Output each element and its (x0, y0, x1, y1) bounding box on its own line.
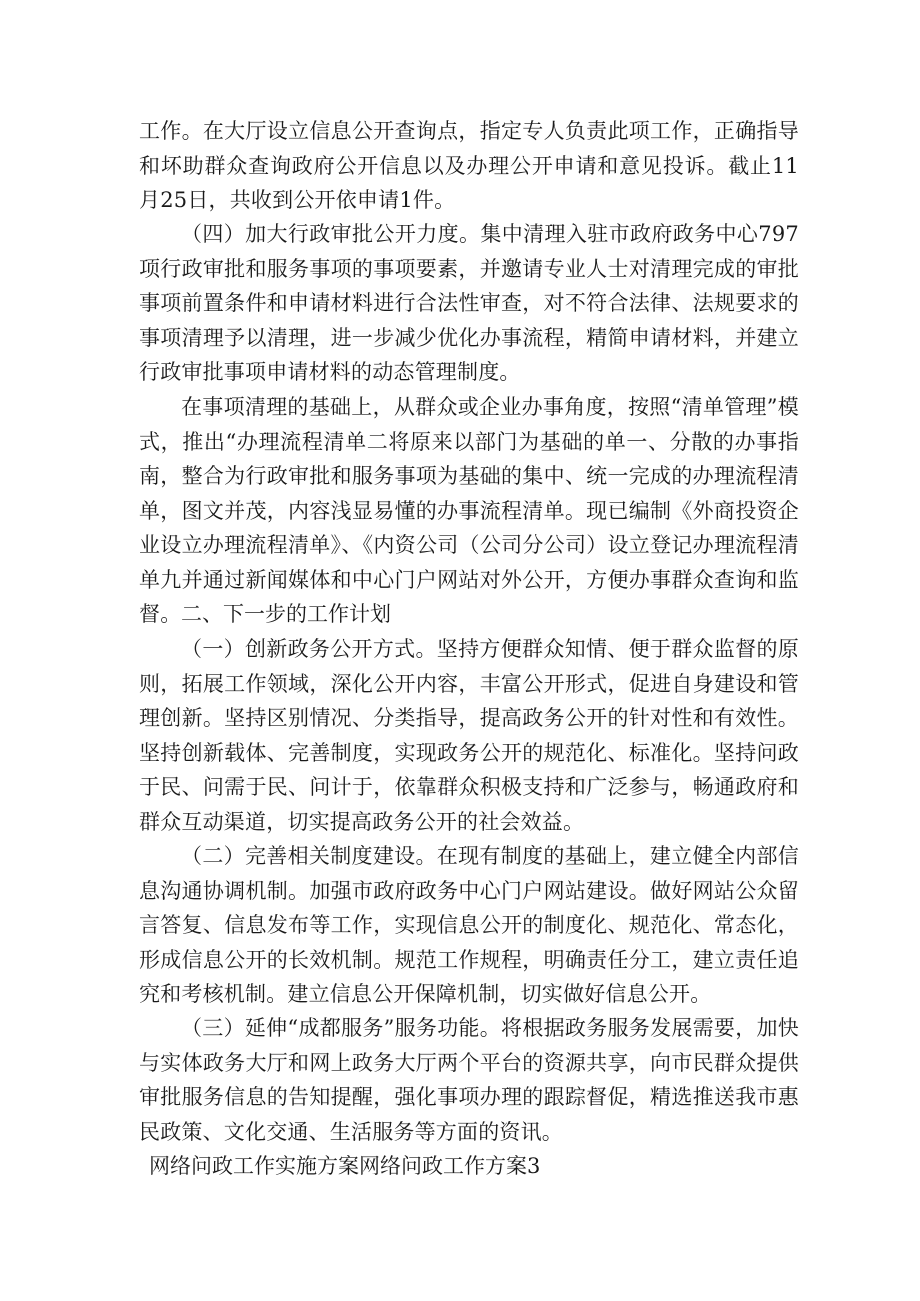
next-document-title: 网络问政工作实施方案网络问政工作方案3 (149, 1154, 541, 1178)
paragraph-plan-two: （二）完善相关制度建设。在现有制度的基础上，建立健全内部信息沟通协调机制。加强市政府政务中心门户网站建设。做好网站公众留言答复、信息发布等工作，实现信息公开的制度化、规范化、常态化，形成信息公开的长效机制。规范工作规程，明确责任分工，建立责任追究和考核机制。建立信息公开保障机制，切实做好信息公开。 (139, 844, 799, 1006)
section-heading: 二、下一步的工作计划 (181, 602, 391, 626)
paragraph-hall-info: 工作。在大厅设立信息公开查询点，指定专人负责此项工作，正确指导和坏助群众查询政府公开信息以及办理公开申请和意见投诉。截止11月25日，共收到公开依申请1件。 (139, 119, 799, 212)
paragraph-plan-three: （三）延伸“成都服务”服务功能。将根据政务服务发展需要，加快与实体政务大厅和网上政务大厅两个平台的资源共享，向市民群众提供审批服务信息的告知提醒，强化事项办理的跟踪督促，精选推送我市惠民政策、文化交通、生活服务等方面的资讯。 (139, 1016, 799, 1144)
paragraph-process-list: 在事项清理的基础上，从群众或企业办事角度，按照“清单管理”模式，推出“办理流程清单二将原来以部门为基础的单一、分散的办事指南，整合为行政审批和服务事项为基础的集中、统一完成的办理流程清单，图文并茂，内容浅显易懂的办事流程清单。现已编制《外商投资企业设立办理流程清单》、《内资公司（公司分公司）设立登记办理流程清单九并通过新闻媒体和中心门户网站对外公开，方便办事群众查询和监督。 (139, 395, 799, 626)
paragraph-plan-one: （一）创新政务公开方式。坚持方便群众知情、便于群众监督的原则，拓展工作领域，深化公开内容，丰富公开形式，促进自身建设和管理创新。坚持区别情况、分类指导，提高政务公开的针对性和有效性。坚持创新载体、完善制度，实现政务公开的规范化、标准化。坚持问政于民、问需于民、问计于，依靠群众积极支持和广泛参与，畅通政府和群众互动渠道，切实提高政务公开的社会效益。 (139, 637, 799, 834)
paragraph-approval-openness: （四）加大行政审批公开力度。集中清理入驻市政府政务中心797项行政审批和服务事项的事项要素，并邀请专业人士对清理完成的审批事项前置条件和申请材料进行合法性审查，对不符合法律、法规要求的事项清理予以清理，进一步减少优化办事流程，精简申请材料，并建立行政审批事项申请材料的动态管理制度。 (139, 222, 799, 384)
